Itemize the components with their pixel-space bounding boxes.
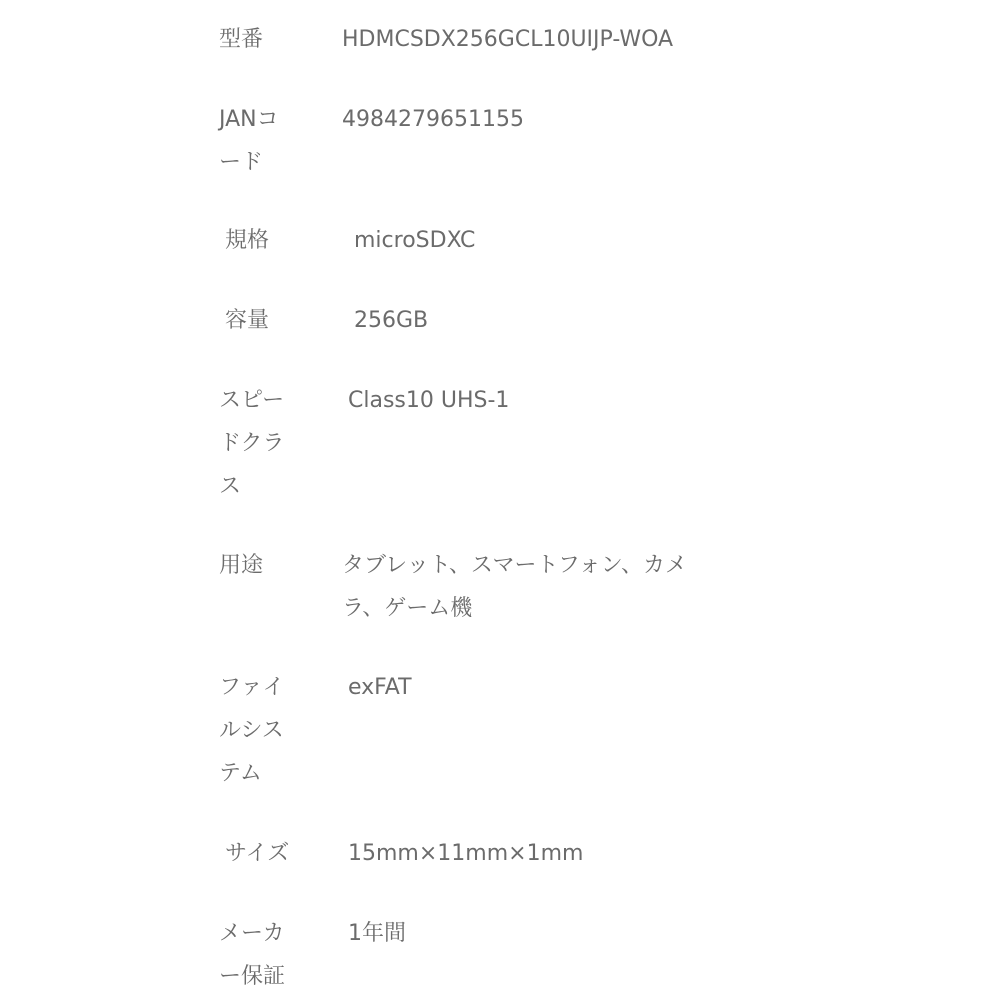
spec-label-size: サイズ xyxy=(225,841,290,866)
spec-row-warranty xyxy=(219,912,719,1002)
spec-row-usage xyxy=(219,544,719,666)
spec-value-model: HDMCSDX256GCL10UIJP-WOA xyxy=(342,27,674,52)
spec-value-usage: タブレット、スマートフォン、カメラ、ゲーム機 xyxy=(342,553,687,621)
spec-value-jan: 4984279651155 xyxy=(342,107,524,132)
spec-row-model xyxy=(219,18,719,98)
spec-label-warranty: メーカー保証 xyxy=(219,921,286,989)
spec-row-file-system xyxy=(219,666,719,832)
spec-value-standard: microSDXC xyxy=(354,228,476,253)
spec-value-size: 15mm×11mm×1mm xyxy=(348,841,584,866)
spec-row-standard xyxy=(219,219,719,299)
spec-label-standard: 規格 xyxy=(225,228,270,253)
spec-value-warranty: 1年間 xyxy=(348,921,406,946)
spec-label-jan: JANコード xyxy=(219,107,279,175)
spec-label-usage: 用途 xyxy=(219,553,264,578)
spec-value-file-system: exFAT xyxy=(348,675,412,700)
spec-row-capacity xyxy=(219,299,719,379)
spec-row-speed-class xyxy=(219,379,719,544)
spec-value-speed-class: Class10 UHS-1 xyxy=(348,388,510,413)
spec-row-size xyxy=(219,832,719,912)
spec-label-file-system: ファイルシステム xyxy=(219,675,285,786)
spec-label-model: 型番 xyxy=(219,27,264,52)
spec-value-capacity: 256GB xyxy=(354,308,429,333)
spec-label-speed-class: スピードクラス xyxy=(219,388,285,499)
spec-label-capacity: 容量 xyxy=(225,308,270,333)
spec-table xyxy=(219,18,719,1002)
spec-row-jan xyxy=(219,98,719,219)
